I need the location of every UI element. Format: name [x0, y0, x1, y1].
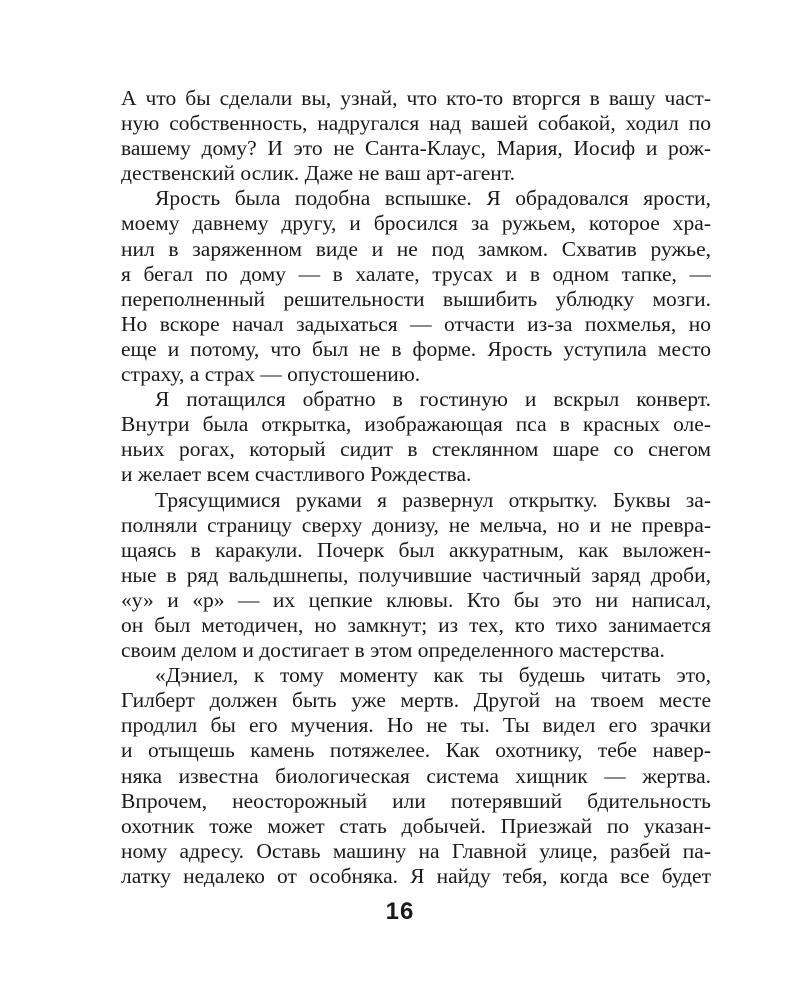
text-line: и отыщешь камень потяжелее. Как охотнику, тебе навер-	[121, 738, 711, 763]
text-line: своим делом и достигает в этом определенного мастерства.	[121, 638, 665, 663]
text-line: ные в ряд вальдшнепы, получившие частичный заряд дроби,	[121, 562, 711, 587]
text-line: дественский ослик. Даже не ваш арт-агент.	[121, 161, 515, 186]
text-line: щаясь в каракули. Почерк был аккуратным, как выложен-	[121, 537, 711, 562]
text-line: Но вскоре начал задыхаться — отчасти из-за похмелья, но	[121, 311, 711, 336]
text-line: нил в заряженном виде и не под замком. Схватив ружье,	[121, 236, 711, 261]
text-line: охотник тоже может стать добычей. Приезжай по указан-	[121, 813, 711, 838]
text-line: латку недалеко от особняка. Я найду тебя, когда все будет	[121, 863, 711, 888]
text-line: полняли страницу сверху донизу, не мельча, но и не превра-	[121, 512, 711, 537]
text-line: Гилберт должен быть уже мертв. Другой на твоем месте	[121, 688, 711, 713]
text-line: Внутри была открытка, изображающая пса в красных оле-	[121, 412, 711, 437]
text-line: еще и потому, что был не в форме. Ярость уступила место	[121, 336, 711, 361]
text-line: он был методичен, но замкнут; из тех, кто тихо занимается	[121, 612, 711, 637]
text-line: Я потащился обратно в гостиную и вскрыл конверт.	[155, 387, 711, 412]
text-line: вашему дому? И это не Санта-Клаус, Мария, Иосиф и рож-	[121, 136, 711, 161]
book-page-text	[121, 86, 711, 889]
text-line: Ярость была подобна вспышке. Я обрадовался ярости,	[155, 186, 711, 211]
text-line: я бегал по дому — в халате, трусах и в одном тапке, —	[121, 261, 711, 286]
text-line: Впрочем, неосторожный или потерявший бдительность	[121, 788, 711, 813]
text-line: няка известна биологическая система хищник — жертва.	[121, 763, 711, 788]
text-line: А что бы сделали вы, узнай, что кто-то вторгся в вашу част-	[121, 86, 711, 110]
text-line: и желает всем счастливого Рождества.	[121, 462, 472, 487]
text-line: Трясущимися руками я развернул открытку. Буквы за-	[155, 487, 711, 512]
text-line: ную собственность, надругался над вашей собакой, ходил по	[121, 111, 711, 136]
text-line: ному адресу. Оставь машину на Главной улице, разбей па-	[121, 838, 711, 863]
text-line: «у» и «р» — их цепкие клювы. Кто бы это ни написал,	[121, 587, 711, 612]
text-line: страху, а страх — опустошению.	[121, 362, 421, 387]
text-line: моему давнему другу, и бросился за ружьем, которое хра-	[121, 211, 711, 236]
text-line: продлил бы его мучения. Но не ты. Ты видел его зрачки	[121, 713, 711, 738]
page-number: 16	[385, 898, 415, 925]
text-line: переполненный решительности вышибить ублюдку мозги.	[121, 286, 711, 311]
text-line: ньих рогах, который сидит в стеклянном шаре со снегом	[121, 437, 711, 462]
text-line: «Дэниел, к тому моменту как ты будешь читать это,	[155, 663, 711, 688]
